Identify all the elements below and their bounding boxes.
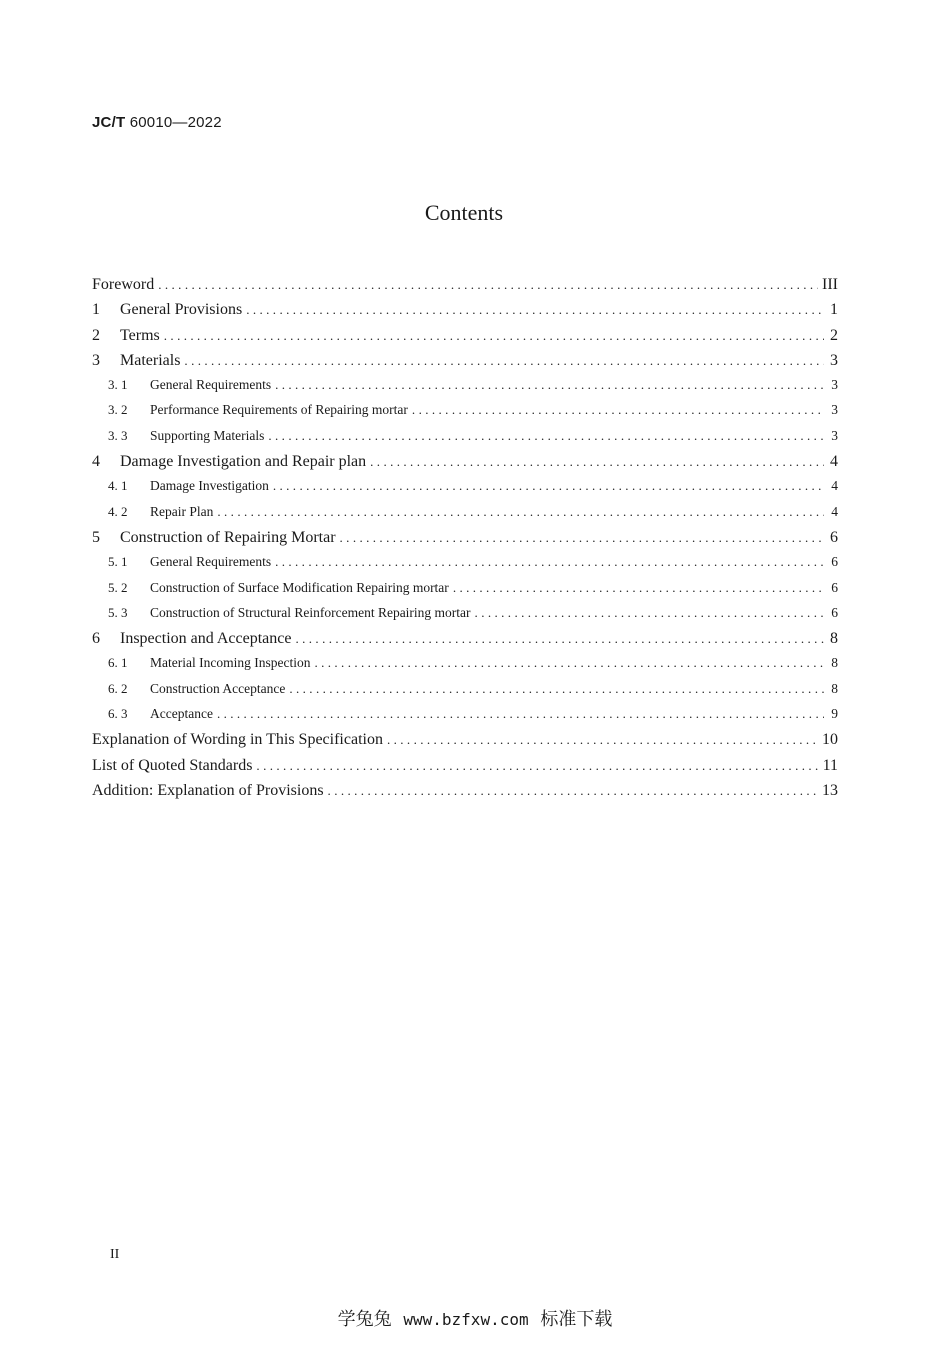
watermark bbox=[0, 1305, 950, 1331]
toc-leader-dots bbox=[370, 454, 824, 470]
code-prefix: JC/T bbox=[92, 114, 126, 131]
toc-leader-dots bbox=[217, 504, 824, 520]
toc-entry-label: Repair Plan bbox=[150, 503, 214, 519]
toc-leader-dots bbox=[453, 580, 824, 596]
toc-entry[interactable] bbox=[92, 782, 838, 807]
toc-leader-dots bbox=[275, 554, 824, 570]
toc-entry[interactable] bbox=[92, 529, 838, 554]
toc-entry[interactable] bbox=[92, 630, 838, 655]
toc-entry-label: Construction of Structural Reinforcement Repairing mortar bbox=[150, 604, 471, 620]
toc-entry[interactable] bbox=[92, 402, 838, 427]
toc-entry-label: Damage Investigation and Repair plan bbox=[120, 453, 367, 471]
toc-entry[interactable] bbox=[92, 352, 838, 377]
code-number: 60010—2022 bbox=[129, 114, 222, 131]
toc-leader-dots bbox=[314, 655, 824, 671]
toc-entry-number: 5 bbox=[92, 528, 100, 546]
toc-entry-page: 2 bbox=[830, 326, 838, 344]
toc-entry-number: 4. 1 bbox=[108, 478, 128, 494]
toc-leader-dots bbox=[217, 706, 824, 722]
toc-entry-label: Explanation of Wording in This Specification bbox=[92, 731, 383, 749]
toc-entry[interactable] bbox=[92, 301, 838, 326]
toc-entry-label: Material Incoming Inspection bbox=[150, 655, 311, 671]
toc-entry-page: 8 bbox=[830, 630, 838, 648]
toc-entry-number: 5. 3 bbox=[108, 604, 128, 620]
toc-entry-number: 5. 2 bbox=[108, 579, 128, 595]
toc-entry[interactable] bbox=[92, 681, 838, 706]
table-of-contents bbox=[92, 276, 838, 807]
watermark-url: www.bzfxw.com bbox=[403, 1310, 529, 1329]
toc-entry-number: 4 bbox=[92, 453, 100, 471]
toc-leader-dots bbox=[273, 478, 824, 494]
toc-entry-page: 6 bbox=[831, 579, 838, 595]
toc-entry-number: 1 bbox=[92, 301, 100, 319]
toc-leader-dots bbox=[275, 377, 824, 393]
toc-leader-dots bbox=[246, 302, 824, 318]
toc-entry-page: 4 bbox=[831, 478, 838, 494]
toc-entry-page: 8 bbox=[831, 680, 838, 696]
toc-entry-number: 6 bbox=[92, 630, 100, 648]
toc-entry-page: 8 bbox=[831, 655, 838, 671]
toc-entry[interactable] bbox=[92, 504, 838, 529]
toc-entry[interactable] bbox=[92, 327, 838, 352]
toc-entry-page: 9 bbox=[831, 706, 838, 722]
toc-entry-number: 3 bbox=[92, 351, 100, 369]
page-number: II bbox=[110, 1247, 120, 1262]
toc-entry-page: 6 bbox=[831, 554, 838, 570]
toc-entry-number: 6. 1 bbox=[108, 655, 128, 671]
toc-entry-page: 4 bbox=[831, 503, 838, 519]
toc-leader-dots bbox=[268, 428, 824, 444]
toc-leader-dots bbox=[184, 353, 824, 369]
toc-entry-number: 3. 2 bbox=[108, 402, 128, 418]
toc-entry[interactable] bbox=[92, 580, 838, 605]
watermark-site-name: 学兔兔 bbox=[337, 1309, 392, 1330]
toc-entry-label: Damage Investigation bbox=[150, 478, 269, 494]
toc-entry[interactable] bbox=[92, 731, 838, 756]
toc-entry-page: 3 bbox=[830, 351, 838, 369]
toc-leader-dots bbox=[340, 530, 824, 546]
toc-entry[interactable] bbox=[92, 605, 838, 630]
toc-entry-label: Acceptance bbox=[150, 706, 213, 722]
toc-leader-dots bbox=[295, 631, 824, 647]
toc-entry-number: 6. 3 bbox=[108, 706, 128, 722]
toc-entry[interactable] bbox=[92, 655, 838, 680]
toc-entry[interactable] bbox=[92, 757, 838, 782]
toc-entry-page: 3 bbox=[831, 427, 838, 443]
toc-entry-label: Construction Acceptance bbox=[150, 680, 286, 696]
toc-entry-page: III bbox=[822, 276, 838, 293]
toc-entry-label: Foreword bbox=[92, 276, 155, 293]
toc-entry-label: Performance Requirements of Repairing mortar bbox=[150, 402, 408, 418]
toc-entry-number: 4. 2 bbox=[108, 503, 128, 519]
toc-entry-number: 3. 3 bbox=[108, 427, 128, 443]
toc-leader-dots bbox=[328, 783, 818, 799]
toc-entry[interactable] bbox=[92, 706, 838, 731]
toc-entry-page: 6 bbox=[830, 528, 838, 546]
toc-entry[interactable] bbox=[92, 554, 838, 579]
watermark-slogan: 标准下载 bbox=[540, 1309, 613, 1330]
page-title: Contents bbox=[424, 200, 504, 225]
toc-entry-page: 6 bbox=[831, 604, 838, 620]
toc-entry-page: 4 bbox=[830, 453, 838, 471]
toc-entry-label: Addition: Explanation of Provisions bbox=[92, 781, 324, 799]
toc-entry-number: 3. 1 bbox=[108, 377, 128, 393]
toc-leader-dots bbox=[158, 277, 818, 293]
toc-entry-label: Construction of Surface Modification Repairing mortar bbox=[150, 579, 449, 595]
toc-entry-page: 13 bbox=[822, 781, 838, 799]
toc-entry-label: General Requirements bbox=[150, 377, 272, 393]
toc-leader-dots bbox=[387, 732, 818, 748]
toc-entry-label: List of Quoted Standards bbox=[92, 756, 253, 774]
toc-entry-page: 11 bbox=[822, 756, 838, 774]
toc-entry[interactable] bbox=[92, 453, 838, 478]
toc-entry-number: 2 bbox=[92, 326, 100, 344]
toc-entry-label: Inspection and Acceptance bbox=[120, 630, 292, 648]
toc-leader-dots bbox=[256, 758, 818, 774]
toc-entry-page: 3 bbox=[831, 402, 838, 418]
toc-entry-label: Supporting Materials bbox=[150, 427, 265, 443]
toc-leader-dots bbox=[164, 328, 824, 344]
toc-entry-label: General Provisions bbox=[120, 301, 243, 319]
toc-entry-label: Terms bbox=[120, 326, 160, 344]
toc-entry-label: Materials bbox=[120, 351, 181, 369]
toc-entry-page: 10 bbox=[822, 731, 838, 749]
document-code bbox=[92, 114, 222, 131]
toc-entry[interactable] bbox=[92, 377, 838, 402]
toc-entry-label: General Requirements bbox=[150, 554, 272, 570]
toc-entry[interactable] bbox=[92, 478, 838, 503]
toc-entry[interactable] bbox=[92, 428, 838, 453]
toc-entry-number: 6. 2 bbox=[108, 680, 128, 696]
toc-entry[interactable] bbox=[92, 276, 838, 301]
toc-entry-number: 5. 1 bbox=[108, 554, 128, 570]
toc-leader-dots bbox=[412, 402, 824, 418]
toc-leader-dots bbox=[475, 605, 824, 621]
toc-entry-page: 1 bbox=[830, 301, 838, 319]
toc-entry-page: 3 bbox=[831, 377, 838, 393]
toc-entry-label: Construction of Repairing Mortar bbox=[120, 528, 336, 546]
toc-leader-dots bbox=[289, 681, 824, 697]
